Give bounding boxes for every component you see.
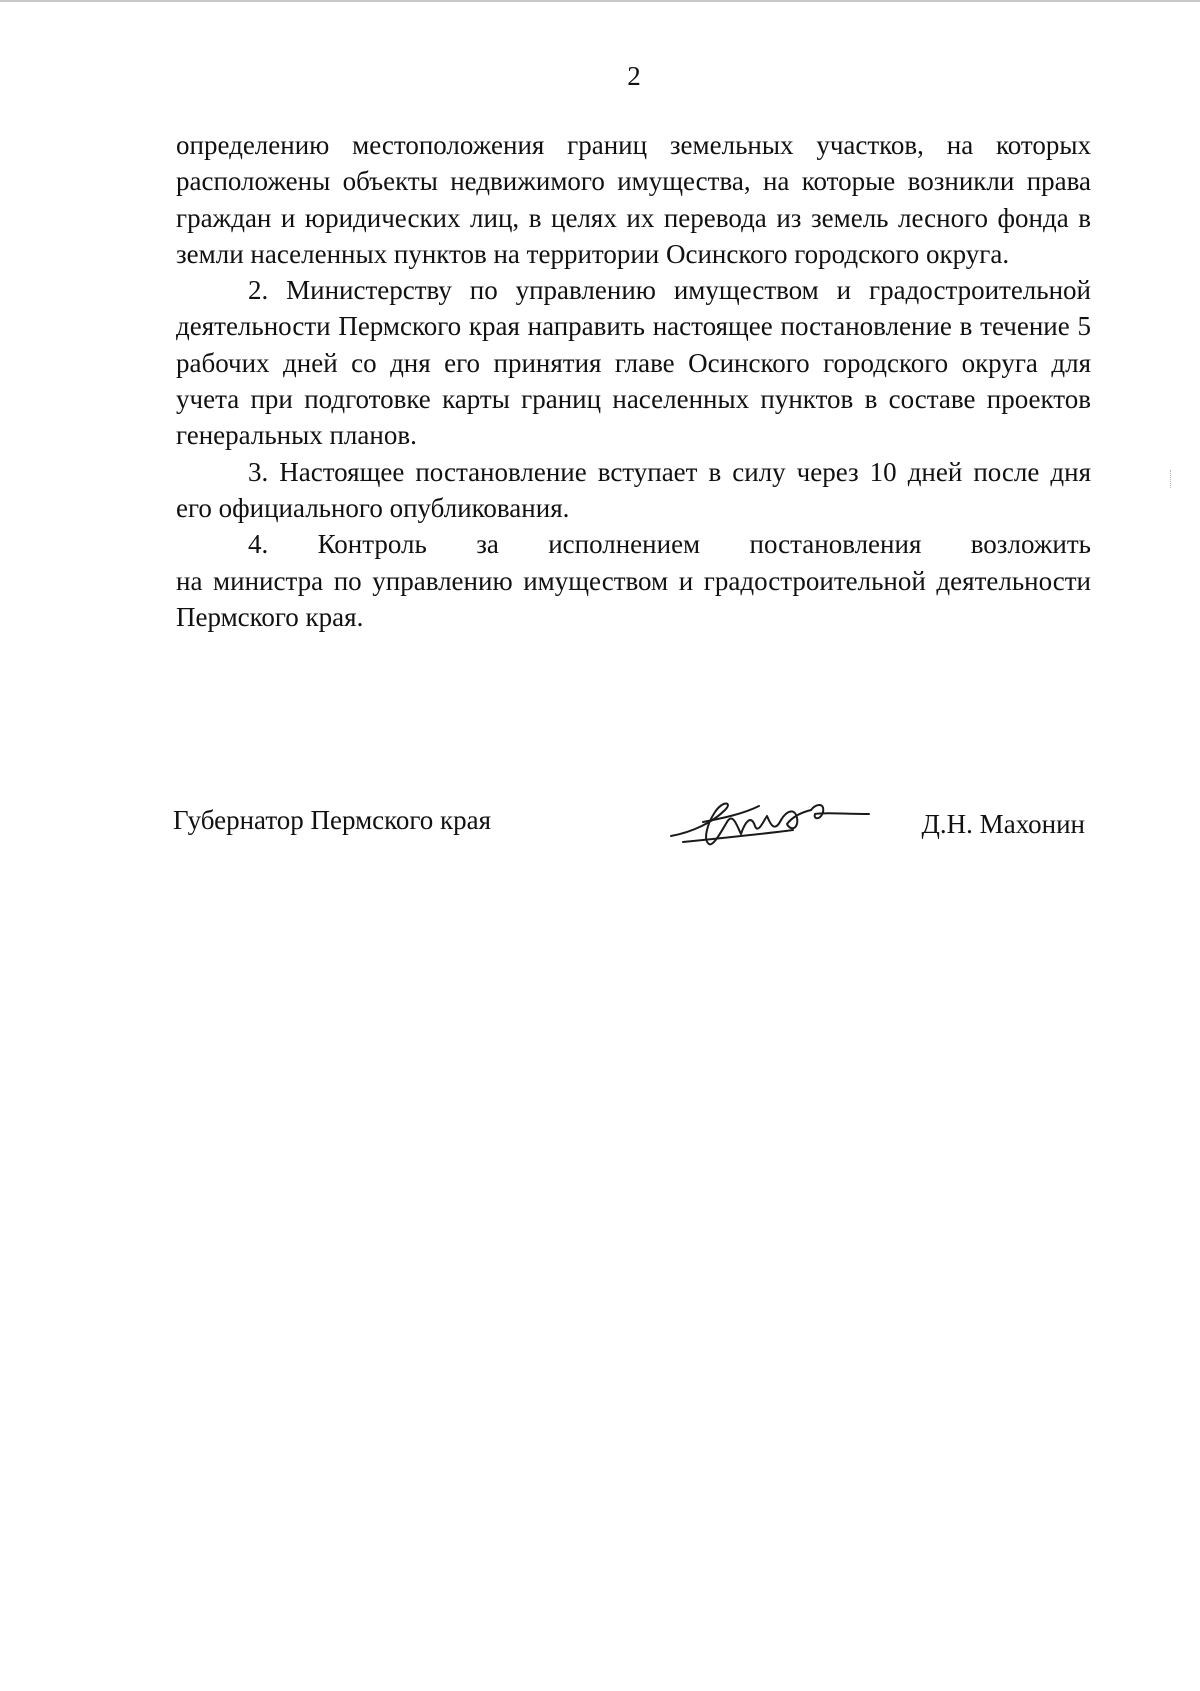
document-body [176,127,1091,635]
signatory-position: Губернатор Пермского края [173,805,492,835]
paragraph-4-first-line: 4. Контроль за исполнением постановления возложить [248,529,1091,560]
signature-block [173,800,1085,860]
paragraph-1-continuation: определению местоположения границ земельных участков, на которых расположены объекты недвижимого имущества, на которые возникли права граждан и юридических лиц, в целях их перевода из земель лесного фонда в земли населенных пунктов на территории Осинского городского округа. [176,130,1091,269]
signatory-name: Д.Н. Махонин [921,809,1085,839]
paragraph-2: 2. Министерству по управлению имуществом и градостроительной деятельности Пермского края направить настоящее постановление в течение 5 рабочих дней со дня его принятия главе Осинского городского округа для учета при подготовке карты границ населенных пунктов в составе проектов генеральных планов. [176,275,1091,451]
margin-mark [1170,470,1172,488]
handwritten-signature-icon [663,792,873,852]
paragraph-3: 3. Настоящее постановление вступает в силу через 10 дней после дня его официального опубликования. [176,456,1091,523]
page-number: 2 [627,61,641,91]
paragraph-4-rest: на министра по управлению имуществом и градостроительной деятельности Пермского края. [176,565,1091,632]
page-top-edge [0,0,1200,2]
